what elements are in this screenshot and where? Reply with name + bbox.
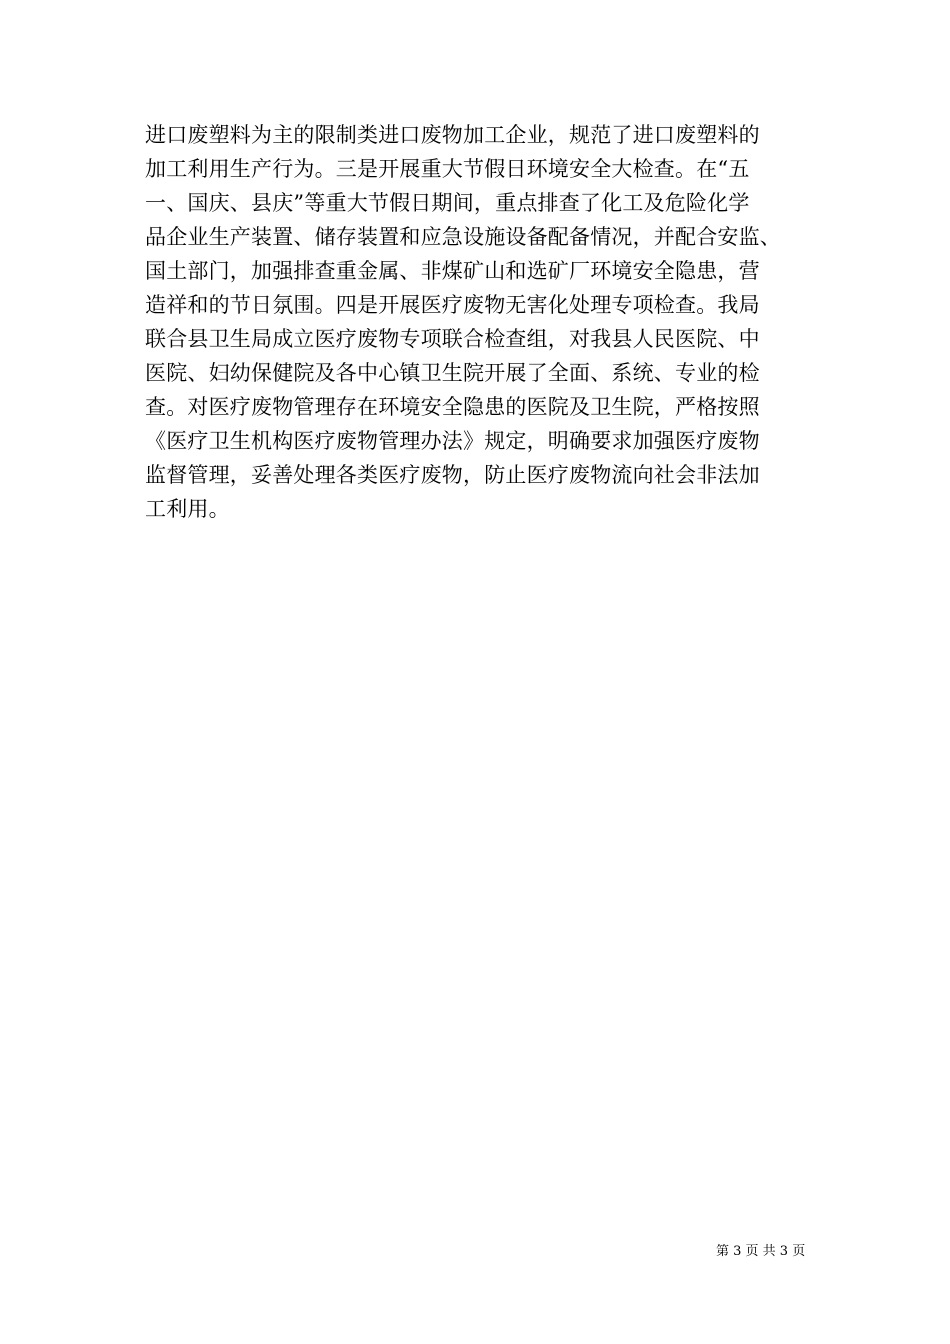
paragraph-line: 《医疗卫生机构医疗废物管理办法》规定，明确要求加强医疗废物 bbox=[145, 429, 760, 453]
paragraph-line: 加工利用生产行为。三是开展重大节假日环境安全大检查。在“五 bbox=[145, 157, 750, 181]
paragraph-line: 一、国庆、县庆”等重大节假日期间，重点排查了化工及危险化学 bbox=[145, 191, 750, 215]
body-paragraph bbox=[145, 118, 815, 526]
paragraph-line: 国土部门，加强排查重金属、非煤矿山和选矿厂环境安全隐患，营 bbox=[145, 259, 760, 283]
page-number-footer: 第 3 页 共 3 页 bbox=[716, 1244, 806, 1259]
paragraph-line: 联合县卫生局成立医疗废物专项联合检查组，对我县人民医院、中 bbox=[145, 327, 760, 351]
paragraph-line: 监督管理，妥善处理各类医疗废物，防止医疗废物流向社会非法加 bbox=[145, 463, 760, 487]
paragraph-line: 进口废塑料为主的限制类进口废物加工企业，规范了进口废塑料的 bbox=[145, 123, 760, 147]
paragraph-line: 造祥和的节日氛围。四是开展医疗废物无害化处理专项检查。我局 bbox=[145, 293, 760, 317]
paragraph-line: 品企业生产装置、储存装置和应急设施设备配备情况，并配合安监、 bbox=[145, 225, 781, 249]
paragraph-line: 查。对医疗废物管理存在环境安全隐患的医院及卫生院，严格按照 bbox=[145, 395, 760, 419]
paragraph-line: 工利用。 bbox=[145, 497, 230, 521]
paragraph-line: 医院、妇幼保健院及各中心镇卫生院开展了全面、系统、专业的检 bbox=[145, 361, 760, 385]
